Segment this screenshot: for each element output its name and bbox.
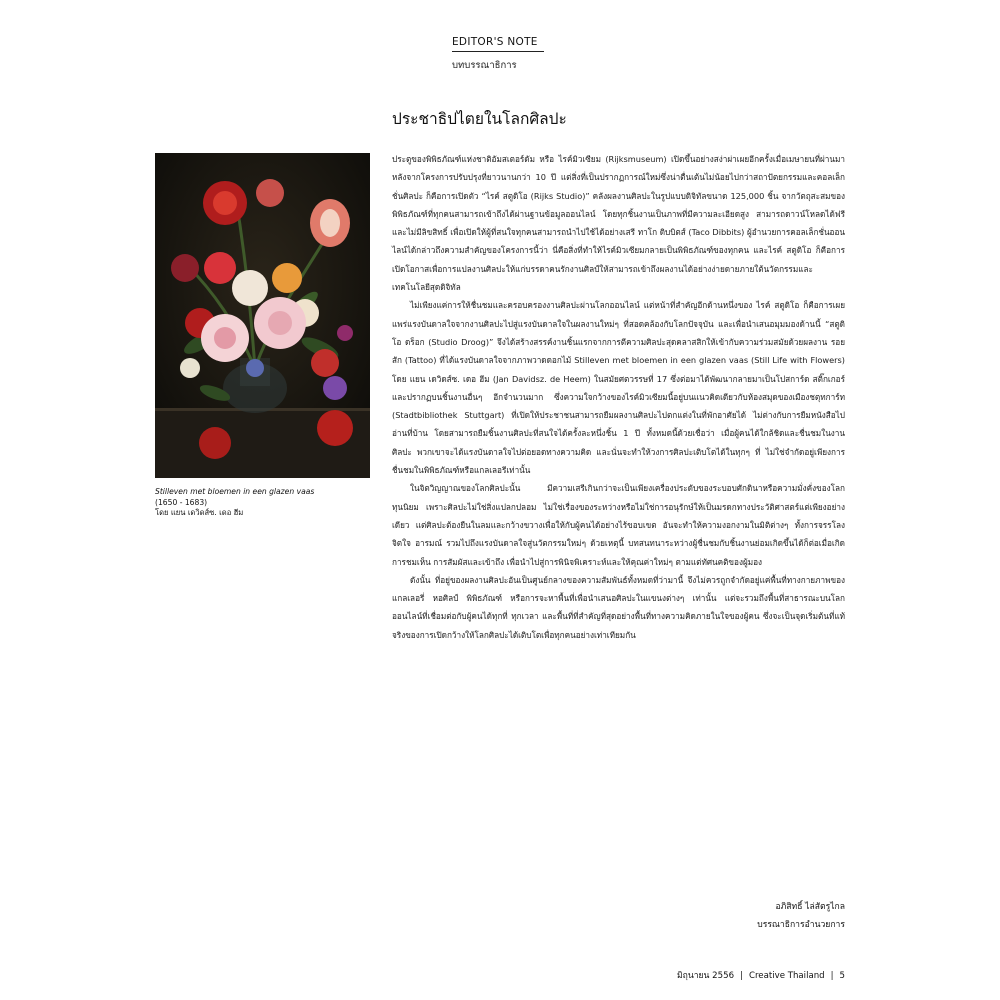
editor-signoff bbox=[757, 898, 845, 934]
footer-separator: | bbox=[830, 971, 834, 981]
caption-years: (1650 - 1683) bbox=[155, 497, 208, 507]
paragraph: ดังนั้น ที่อยู่ของผลงานศิลปะอันเป็นศูนย์กลางของความสัมพันธ์ทั้งหมดที่ว่ามานี้ จึงไม่ควรถูกจำกัดอยู่แค่พื้นที่ทางกายภาพของแกลเลอรี่ หอศิลป์ พิพิธภัณฑ์ หรือการจะหาพื้นที่เพื่อนำเสนอศิลปะในแขนงต่างๆ เท่านั้น แต่จะรวมถึงพื้นที่สาธารณะบนโลกออนไลน์ที่เชื่อมต่อกับผู้คนได้ทุกที่ ทุกเวลา และพื้นที่ที่สำคัญที่สุดอย่างพื้นที่ทางความคิดภายในใจของผู้คน ซึ่งจะเป็นจุดเริ่มต้นที่แท้จริงของการเปิดกว้างให้โลกศิลปะได้เติบโตเพื่อทุกคนอย่างเท่าเทียมกัน bbox=[392, 574, 845, 640]
paragraph: ประตูของพิพิธภัณฑ์แห่งชาติอัมสเตอร์ดัม หรือ ไรค์มิวเซียม (Rijksmuseum) เปิดขึ้นอย่างสง่าผ่าเผยอีกครั้งเมื่อเมษายนที่ผ่านมา หลังจากโครงการปรับปรุงที่ยาวนานกว่า 10 ปี แต่สิ่งที่เป็นปรากฏการณ์ใหม่ซึ่งน่าตื่นเต้นไม่น้อยไปกว่าสถาปัตยกรรมและคอลเล็กชั่นศิลปะ ก็คือการเปิดตัว “ไรค์ สตูดิโอ (Rijks Studio)” คลังผลงานศิลปะในรูปแบบดิจิทัลขนาด 125,000 ชิ้น จากวัตถุสะสมของพิพิธภัณฑ์ที่ทุกคนสามารถเข้าถึงได้ผ่านฐานข้อมูลออนไลน์ โดยทุกชิ้นงานเป็นภาพที่มีความละเอียดสูง สามารถดาวน์โหลดได้ฟรีและไม่มีลิขสิทธิ์ เพื่อเปิดให้ผู้ที่สนใจทุกคนสามารถนำไปใช้ได้อย่างเสรี ทาโก ดิบบิตส์ (Taco Dibbits) ผู้อำนวยการคอลเล็กชั่นออนไลน์ได้กล่าวถึงความสำคัญของโครงการนี้ว่า นี่คือสิ่งที่ทำให้ไรค์มิวเซียมกลายเป็นพิพิธภัณฑ์ของทุกคน และไรค์ สตูดิโอ ก็คือการเปิดโอกาสเพื่อการแปลงานศิลปะให้แก่บรรดาคนรักงานศิลป์ให้สามารถเข้าถึงผลงานได้อย่างง่ายดายภายใต้นวัตกรรมและเทคโนโลยีสุดดิจิทัล bbox=[392, 154, 845, 293]
still-life-flowers-painting bbox=[155, 153, 370, 478]
article-title: ประชาธิปไตยในโลกศิลปะ bbox=[392, 110, 567, 128]
section-label-th: บทบรรณาธิการ bbox=[452, 60, 517, 71]
painting-caption bbox=[155, 487, 370, 519]
paragraph: ในจิตวิญญาณของโลกศิลปะนั้น มีความเสรีเกินกว่าจะเป็นเพียงเครื่องประดับของระบอบศักดินาหรือความมั่งคั่งของโลกทุนนิยม เพราะศิลปะไม่ใช่สิ่งแปลกปลอม ไม่ใช่เรื่องของระหว่างหรือไม่ใช่การอนุรักษ์ให้เป็นมรดกทางประวัติศาสตร์แต่เพียงอย่างเดียว แต่ศิลปะต้องยืนในลมและกว้างขวางเพื่อให้กับผู้คนได้อย่างไร้ขอบเขต อันจะทำให้ความงอกงามในมิติต่างๆ ทั้งการจรรโลงจิตใจ อารมณ์ รวมไปถึงแรงบันดาลใจสู่นวัตกรรมใหม่ๆ ด้วยเหตุนี้ บทสนทนาระหว่างผู้ชื่นชมกับชิ้นงานย่อมเกิดขึ้นได้ก็ต่อเมื่อเกิดการชมเห็น การสัมผัสและเข้าถึง เพื่อนำไปสู่การพินิจพิเคราะห์และให้คุณค่าใหม่ๆ ตามแต่ทัศนคติของผู้มอง bbox=[392, 483, 845, 567]
article-body bbox=[392, 150, 845, 644]
editor-role: บรรณาธิการอำนวยการ bbox=[757, 920, 845, 930]
caption-title: Stilleven met bloemen in een glazen vaas bbox=[155, 487, 315, 496]
paragraph: ไม่เพียงแค่การให้ชื่นชมและครอบครองงานศิลปะผ่านโลกออนไลน์ แต่หน้าที่สำคัญอีกด้านหนึ่งของ ไรค์ สตูดิโอ ก็คือการเผยแพร่แรงบันดาลใจจากงานศิลปะไปสู่แรงบันดาลใจในผลงานใหม่ๆ ที่สอดคล้องกับโลกปัจจุบัน และเพื่อนำเสนอมุมมองด้านนี้ “สตูดิโอ ดร็อก (Studio Droog)” จึงได้สร้างสรรค์งานชิ้นแรกจากการตีความศิลปะสุดคลาสสิกให้เข้ากับความร่วมสมัยด้วยผลงาน รอยสัก (Tattoo) ที่ได้แรงบันดาลใจจากภาพวาดดอกไม้ Stilleven met bloemen in een glazen vaas (Still Life with Flowers) โดย แยน เดวิดส์ซ. เดอ ฮีม (Jan Davidsz. de Heem) ในสมัยศตวรรษที่ 17 ซึ่งต่อมาได้พัฒนากลายมาเป็นโปสการ์ด สติ๊กเกอร์ และปรากฏบนชิ้นงานอื่นๆ อีกจำนวนมาก ซึ่งความใจกว้างของไรค์มิวเซียมนี้อยู่บนแนวคิดเดียวกับห้องสมุดของเมืองชตุทการ์ท (Stadtbibliothek Stuttgart) ที่เปิดให้ประชาชนสามารถยืมผลงานศิลปะไปตกแต่งในที่พักอาศัยได้ ไม่ต่างกับการยืมหนังสือไปอ่านที่บ้าน โดยสามารถยืมชิ้นงานศิลปะที่สนใจได้ครั้งละหนึ่งชิ้น 1 ปี ทั้งหมดนี้ด้วยเชื่อว่า เมื่อผู้คนได้ใกล้ชิดและชื่นชมในงานศิลปะ พวกเขาจะได้แรงบันดาลใจไปต่อยอดทางความคิด และนั่นจะทำให้วงการศิลปะเติบโตได้ในทุกๆ ที่ ไม่ใช่จำกัดอยู่เพียงการชื่นชมในพิพิธภัณฑ์หรือแกลเลอรีเท่านั้น bbox=[392, 300, 845, 476]
header-divider bbox=[452, 51, 544, 52]
section-label-en: EDITOR'S NOTE bbox=[452, 36, 538, 48]
caption-artist: โดย แยน เดวิดส์ซ. เดอ ฮีม bbox=[155, 508, 244, 518]
page-footer bbox=[677, 968, 845, 982]
page-number: 5 bbox=[839, 971, 845, 981]
section-header bbox=[452, 36, 562, 73]
footer-issue: มิถุนายน 2556 bbox=[676, 971, 735, 981]
editor-name: อภิสิทธิ์ ไล่สัตรูไกล bbox=[775, 902, 845, 912]
footer-separator: | bbox=[740, 971, 743, 981]
footer-magazine: Creative Thailand bbox=[748, 971, 825, 981]
